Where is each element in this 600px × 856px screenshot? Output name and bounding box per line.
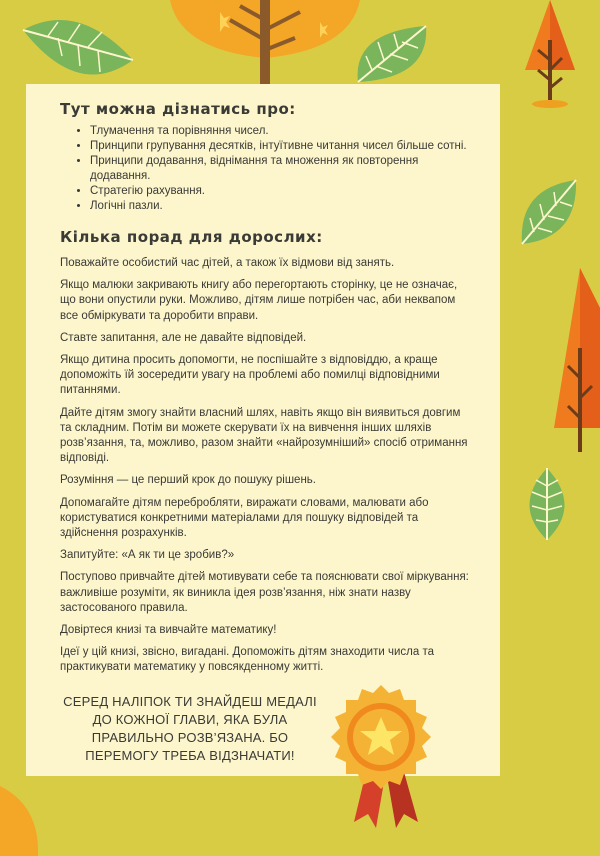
list-item: • Принципи додавання, віднімання та множення як повторення додавання. <box>90 154 470 184</box>
tip-paragraph: Розуміння — це перший крок до пошуку рішень. <box>60 474 316 487</box>
tip-paragraph: Якщо дитина просить допомогти, не поспішайте з відповіддю, а краще допоможіть їй зосередити увагу на проблемі або помилці відповідними питаннями. <box>60 354 440 397</box>
tip-paragraph: Довіртеся книзі та вивчайте математику! <box>60 624 277 637</box>
leaf-top-right-icon <box>352 22 432 88</box>
list-item: • Стратегію рахування. <box>90 184 470 199</box>
list-item: • Принципи групування десятків, інтуїтивне читання чисел більше сотні. <box>90 139 470 154</box>
medal-note: СЕРЕД НАЛІПОК ТИ ЗНАЙДЕШ МЕДАЛІ ДО КОЖНОЇ ГЛАВИ, ЯКА БУЛА ПРАВИЛЬНО РОЗВ’ЯЗАНА. БО ПЕРЕМОГУ ТРЕБА ВІДЗНАЧАТИ! <box>63 694 317 763</box>
leaf-right-lower-icon <box>522 466 572 542</box>
tip-paragraph: Якщо малюки закривають книгу або перегортають сторінку, це не означає, що вони опустили руки. Можливо, дітям лише потрібен час, аби неквапом все обміркувати та доробити вправи. <box>60 279 458 322</box>
tips-heading: Кілька порад для дорослих: <box>60 228 323 246</box>
tip-paragraph: Поважайте особистий час дітей, а також їх відмови від занять. <box>60 257 395 269</box>
learn-list <box>60 124 470 214</box>
learn-heading: Тут можна дізнатись про: <box>60 100 296 118</box>
medal-icon <box>326 682 436 832</box>
conifer-tree-right-icon <box>540 268 600 458</box>
orange-tree-top-icon <box>170 0 360 84</box>
tip-paragraph: Ставте запитання, але не давайте відповідей. <box>60 331 307 344</box>
tip-paragraph: Дайте дітям змогу знайти власний шлях, навіть якщо він виявиться довгим та складним. Потім ви можете скерувати їх на вивчення інших шляхів розв’язання, та, можливо, разом знайти «найрозумніший» спосіб отримання відповіді. <box>60 406 468 465</box>
list-item: • Тлумачення та порівняння чисел. <box>90 124 470 139</box>
orange-tree-bottom-left-icon <box>0 786 40 856</box>
tip-paragraph: Допомагайте дітям перебробляти, виражати словами, малювати або користуватися конкретними матеріалами для пошуку відповідей та здійснення розрахунків. <box>60 496 429 540</box>
leaf-top-left-icon <box>18 10 138 90</box>
tip-paragraph: Поступово привчайте дітей мотивувати себе та пояснювати свої міркування: важливіше розуміти, як виникла ідея розв’язання, ніж знати назву застосованого правила. <box>60 571 469 614</box>
tip-paragraph: Ідеї у цій книзі, звісно, вигадані. Допоможіть дітям знаходити числа та практикувати математику у повсякденному житті. <box>60 646 434 674</box>
content-area <box>60 100 470 683</box>
conifer-tree-top-right-icon <box>520 0 580 110</box>
list-item: • Логічні пазли. <box>90 199 470 214</box>
tip-paragraph: Запитуйте: «А як ти це зробив?» <box>60 549 235 562</box>
leaf-right-middle-icon <box>518 178 580 250</box>
